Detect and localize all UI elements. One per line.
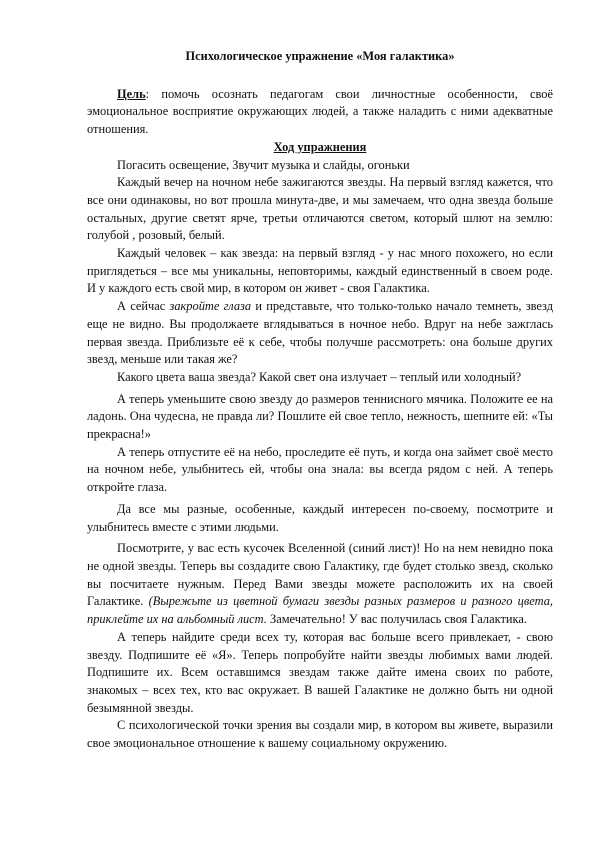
goal-label: Цель: [117, 86, 146, 101]
paragraph-4-end: и представьте, что только-только начало темнеть, звезд еще не видно. Вы продолжаете вглядываться в ночное небо. Вдруг на небе зажглась первая звезда. Приблизьте её к себе, чтобы получше рассмотреть: она больше других звезд, меньше или такая же?: [87, 299, 553, 367]
paragraph-5: Какого цвета ваша звезда? Какой свет она излучает – теплый или холодный?: [117, 369, 522, 384]
paragraph-7: А теперь отпустите её на небо, проследите её путь, и когда она займет своё место на ночном небе, улыбнитесь ей, чтобы она знала: вы всегда рядом с ней. А теперь откройте глаза.: [87, 444, 553, 495]
goal-paragraph: [87, 86, 553, 139]
paragraph-9: [87, 540, 553, 629]
goal-text: : помочь осознать педагогам свои личностные особенности, своё эмоциональное восприятие окружающих людей, а также наладить с ними адекватные отношения.: [87, 86, 553, 137]
paragraph-4: [87, 298, 553, 369]
paragraph-6: А теперь уменьшите свою звезду до размеров теннисного мячика. Положите ее на ладонь. Она чудесна, не правда ли? Пошлите ей свое тепло, нежность, шепните ей: «Ты прекрасна!»: [87, 391, 553, 442]
paragraph-4-italic: закройте глаза: [169, 299, 252, 314]
paragraph-4-start: А сейчас: [117, 299, 170, 314]
paragraph-11: С психологической точки зрения вы создали мир, в котором вы живете, выразили свое эмоциональное отношение к вашему социальному окружению.: [87, 718, 553, 751]
paragraph-3: Каждый человек – как звезда: на первый взгляд - у нас много похожего, но если приглядеться – все мы уникальны, неповторимы, каждый единственный в своем роде. И у каждого есть свой мир, в котором он живет - своя Галактика.: [87, 246, 553, 296]
paragraph-9-end: Замечательно! У вас получилась своя Галактика.: [266, 612, 527, 627]
document-page: [87, 48, 553, 753]
document-title: Психологическое упражнение «Моя галактика»: [185, 49, 455, 63]
paragraph-1: Погасить освещение, Звучит музыка и слайды, огоньки: [117, 157, 410, 172]
paragraph-2: Каждый вечер на ночном небе зажигаются звезды. На первый взгляд кажется, что все они одинаковы, но вот прошла минута-две, и мы замечаем, что одна звезда больше остальных, другие светят ярче, третьи отличаются светом, который шлют на землю: голубой , розовый, белый.: [87, 175, 553, 243]
paragraph-8: Да все мы разные, особенные, каждый интересен по-своему, посмотрите и улыбнитесь вместе с этими людьми.: [87, 501, 553, 534]
paragraph-10: А теперь найдите среди всех ту, которая вас больше всего привлекает, - свою звезду. Подпишите её «Я». Теперь попробуйте найти звезды любимых вами людей. Подпишите их. Всем оставшимся звездам также дайте имена своих по работе, знакомых – всех тех, кто вас окружает. В вашей Галактике не должно быть ни одной безымянной звезды.: [87, 629, 553, 715]
paragraph-9-start: Посмотрите, у вас есть кусочек Вселенной (синий лист)! Но на нем невидно пока не одной звезды. Теперь вы создадите свою Галактику, где будет столько звезд, сколько вы посчитаете нужным. Перед Вами звезды можете расположить их на своей Галактике.: [87, 541, 553, 609]
paragraph-9-italic: (Вырежьте из цветной бумаги звезды разных размеров и разного цвета, приклейте их на альбомный лист.: [87, 594, 553, 627]
section-title: Ход упражнения: [273, 139, 367, 154]
